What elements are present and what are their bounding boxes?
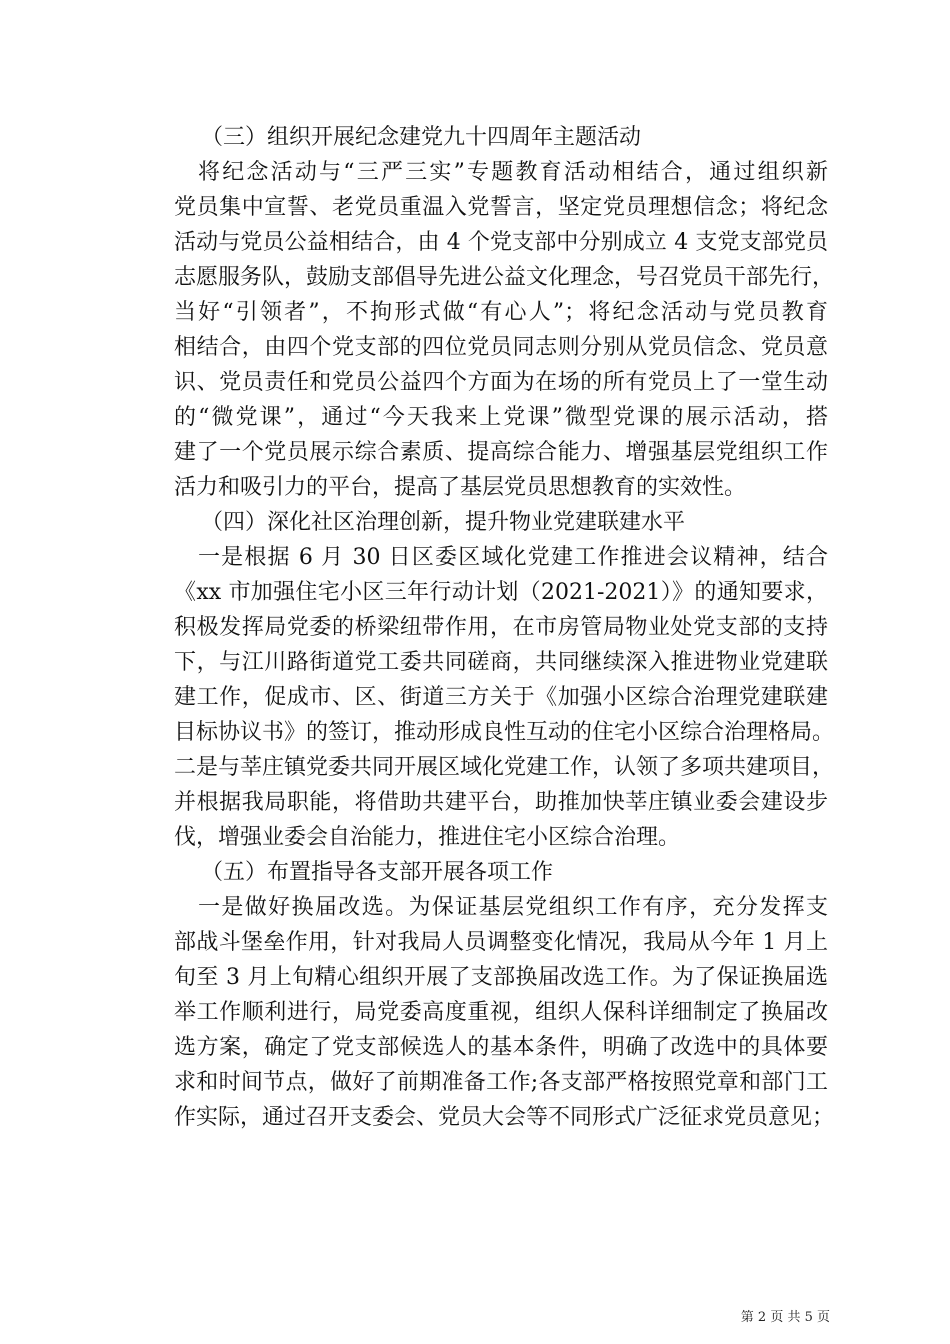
text-line: （五）布置指导各支部开展各项工作	[201, 860, 554, 885]
text-line: 举工作顺利进行，局党委高度重视，组织人保科详细制定了换届改	[174, 1000, 828, 1025]
text-line: 建工作，促成市、区、街道三方关于《加强小区综合治理党建联建	[174, 685, 828, 710]
text-line: 求和时间节点，做好了前期准备工作;各支部严格按照党章和部门工	[174, 1070, 828, 1095]
text-line: 下，与江川路街道党工委共同磋商，共同继续深入推进物业党建联	[174, 650, 828, 675]
text-line: 当好“引领者”，不拘形式做“有心人”；将纪念活动与党员教育	[174, 300, 828, 325]
text-line: 积极发挥局党委的桥梁纽带作用，在市房管局物业处党支部的支持	[174, 615, 828, 640]
text-line: 活力和吸引力的平台，提高了基层党员思想教育的实效性。	[174, 475, 747, 500]
text-line: （三）组织开展纪念建党九十四周年主题活动	[201, 125, 642, 150]
text-line: 建了一个党员展示综合素质、提高综合能力、增强基层党组织工作	[174, 440, 828, 465]
text-line: 并根据我局职能，将借助共建平台，助推加快莘庄镇业委会建设步	[174, 790, 828, 815]
text-line: 党员集中宣誓、老党员重温入党誓言，坚定党员理想信念；将纪念	[174, 195, 828, 220]
text-line: 活动与党员公益相结合，由 4 个党支部中分别成立 4 支党支部党员	[174, 230, 828, 255]
text-line: 相结合，由四个党支部的四位党员同志则分别从党员信念、党员意	[174, 335, 828, 360]
text-line: 识、党员责任和党员公益四个方面为在场的所有党员上了一堂生动	[174, 370, 828, 395]
text-line: 一是做好换届改选。为保证基层党组织工作有序，充分发挥支	[198, 895, 828, 920]
text-line: 志愿服务队，鼓励支部倡导先进公益文化理念，号召党员干部先行，	[174, 265, 835, 290]
text-line: 伐，增强业委会自治能力，推进住宅小区综合治理。	[174, 825, 681, 850]
text-line: 作实际，通过召开支委会、党员大会等不同形式广泛征求党员意见；	[174, 1105, 835, 1130]
text-line: 的“微党课”，通过“今天我来上党课”微型党课的展示活动，搭	[174, 405, 828, 430]
text-line: 一是根据 6 月 30 日区委区域化党建工作推进会议精神，结合	[198, 545, 828, 570]
text-line: （四）深化社区治理创新，提升物业党建联建水平	[201, 510, 686, 535]
text-line: 《xx 市加强住宅小区三年行动计划（2021-2021）》的通知要求，	[174, 580, 828, 605]
text-line: 二是与莘庄镇党委共同开展区域化党建工作，认领了多项共建项目，	[174, 755, 835, 780]
document-body	[174, 120, 835, 1135]
text-line: 选方案，确定了党支部候选人的基本条件，明确了改选中的具体要	[174, 1035, 828, 1060]
text-line: 目标协议书》的签订，推动形成良性互动的住宅小区综合治理格局。	[174, 720, 835, 745]
page-number-footer: 第 2 页 共 5 页	[740, 1310, 830, 1325]
text-line: 将纪念活动与“三严三实”专题教育活动相结合，通过组织新	[198, 160, 828, 185]
text-line: 部战斗堡垒作用，针对我局人员调整变化情况，我局从今年 1 月上	[174, 930, 828, 955]
text-line: 旬至 3 月上旬精心组织开展了支部换届改选工作。为了保证换届选	[174, 965, 828, 990]
